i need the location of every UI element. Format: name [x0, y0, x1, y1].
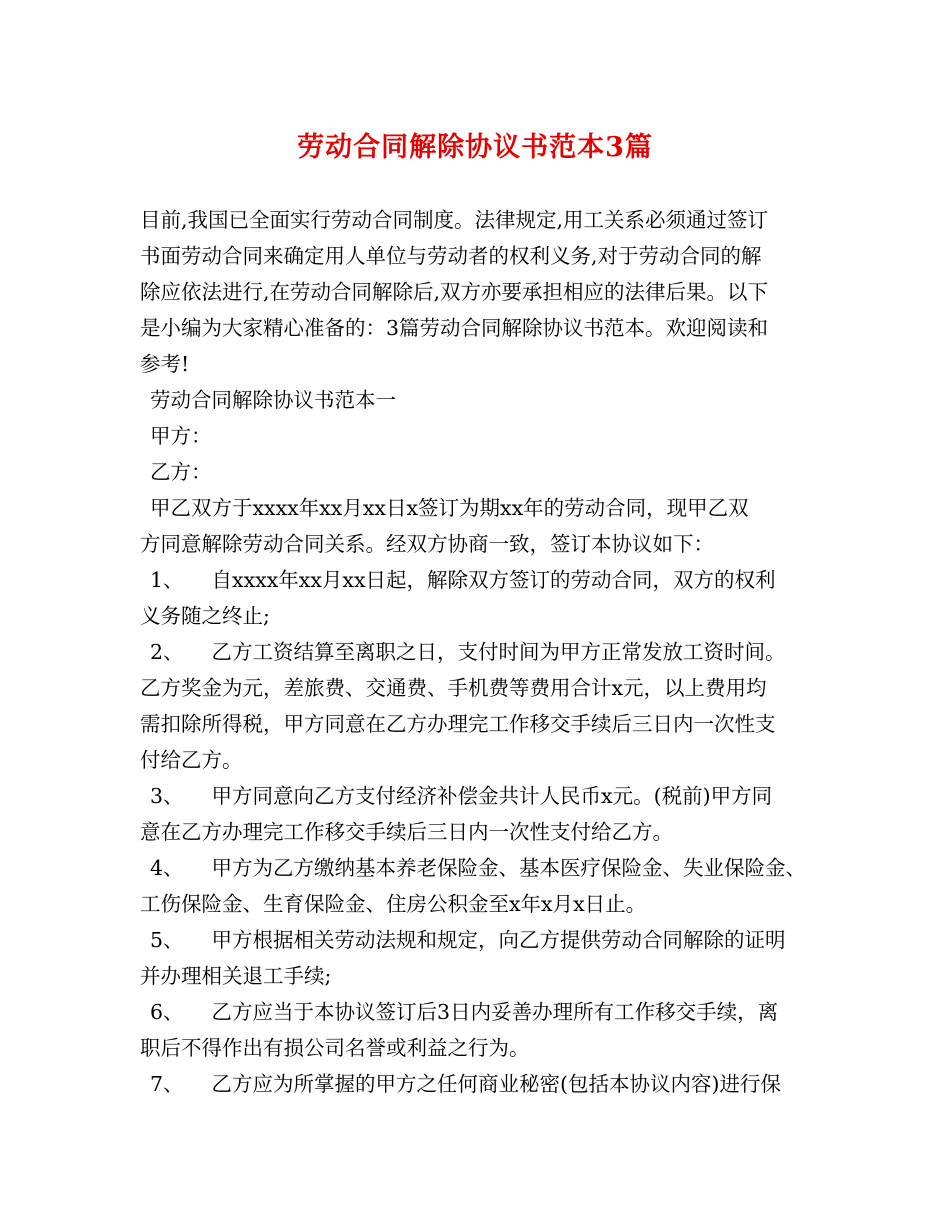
clause-number: 5、	[150, 928, 184, 952]
clause-text: 甲方同意向乙方支付经济补偿金共计人民币x元。(税前)甲方同	[211, 784, 773, 808]
paragraph-line: 是小编为大家精心准备的：3篇劳动合同解除协议书范本。欢迎阅读和	[140, 316, 769, 340]
clause-7	[140, 1066, 830, 1102]
paragraph-line: 需扣除所得税，甲方同意在乙方办理完工作移交手续后三日内一次性支	[140, 712, 776, 736]
clause-number: 1、	[150, 568, 184, 592]
clause-text: 乙方应当于本协议签订后3日内妥善办理所有工作移交手续，离	[211, 1000, 779, 1024]
clause-6	[140, 994, 830, 1030]
clause-2	[140, 634, 830, 670]
clause-1	[140, 562, 830, 598]
clause-4	[140, 850, 830, 886]
paragraph-line: 目前,我国已全面实行劳动合同制度。法律规定,用工关系必须通过签订	[140, 208, 769, 232]
clause-number: 6、	[150, 1000, 184, 1024]
paragraph-line: 乙方奖金为元，差旅费、交通费、手机费等费用合计x元，以上费用均	[140, 676, 767, 700]
paragraph-line: 参考!	[140, 352, 190, 376]
paragraph-line: 意在乙方办理完工作移交手续后三日内一次性支付给乙方。	[140, 820, 673, 844]
clause-3	[140, 778, 830, 814]
clause-number: 4、	[150, 856, 184, 880]
party-a-label: 甲方：	[150, 424, 212, 448]
paragraph-line: 付给乙方。	[140, 748, 243, 772]
party-b-label: 乙方：	[150, 460, 212, 484]
paragraph-line: 义务随之终止;	[140, 604, 270, 628]
clause-number: 2、	[150, 640, 184, 664]
document-body	[140, 202, 830, 1102]
clause-text: 乙方应为所掌握的甲方之任何商业秘密(包括本协议内容)进行保	[211, 1072, 782, 1096]
paragraph-line: 职后不得作出有损公司名誉或利益之行为。	[140, 1036, 530, 1060]
clause-text: 甲方为乙方缴纳基本养老保险金、基本医疗保险金、失业保险金、	[211, 856, 807, 880]
clause-number: 7、	[150, 1072, 184, 1096]
paragraph-line: 并办理相关退工手续;	[140, 964, 332, 988]
paragraph-line: 书面劳动合同来确定用人单位与劳动者的权利义务,对于劳动合同的解	[140, 244, 762, 268]
clause-number: 3、	[150, 784, 184, 808]
clause-text: 乙方工资结算至离职之日，支付时间为甲方正常发放工资时间。	[211, 640, 786, 664]
paragraph-line: 除应依法进行,在劳动合同解除后,双方亦要承担相应的法律后果。以下	[140, 280, 769, 304]
paragraph-line: 方同意解除劳动合同关系。经双方协商一致，签订本协议如下：	[140, 532, 714, 556]
clause-5	[140, 922, 830, 958]
document-title: 劳动合同解除协议书范本3篇	[297, 132, 653, 163]
clause-text: 自xxxx年xx月xx日起，解除双方签订的劳动合同，双方的权利	[211, 568, 776, 592]
paragraph-line: 甲乙双方于xxxx年xx月xx日x签订为期xx年的劳动合同，现甲乙双	[150, 496, 749, 520]
section-heading: 劳动合同解除协议书范本一	[150, 388, 396, 412]
clause-text: 甲方根据相关劳动法规和规定，向乙方提供劳动合同解除的证明	[211, 928, 786, 952]
paragraph-line: 工伤保险金、生育保险金、住房公积金至x年x月x日止。	[140, 892, 647, 916]
